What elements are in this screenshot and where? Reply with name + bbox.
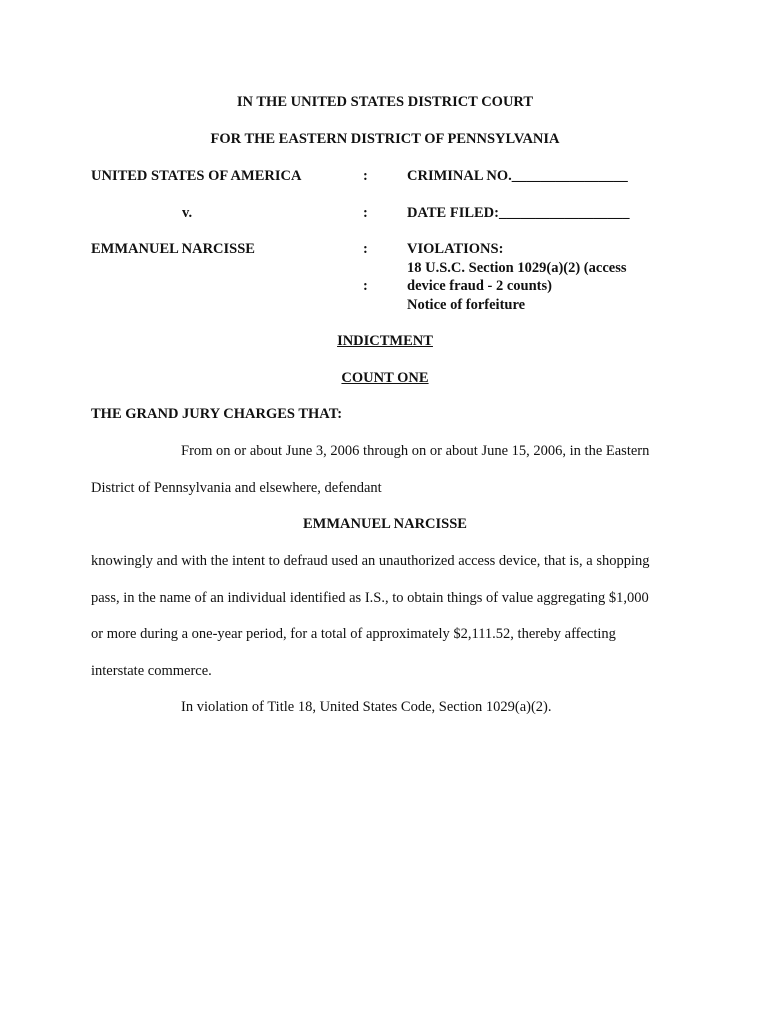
caption-colon: : bbox=[363, 205, 368, 221]
caption-colon: : bbox=[363, 278, 368, 294]
violations-label: VIOLATIONS: bbox=[407, 241, 504, 257]
violation-item: device fraud - 2 counts) bbox=[407, 278, 552, 294]
violation-statement: In violation of Title 18, United States Code, Section 1029(a)(2). bbox=[181, 699, 552, 715]
violation-item: 18 U.S.C. Section 1029(a)(2) (access bbox=[407, 260, 627, 276]
caption-party-plaintiff: UNITED STATES OF AMERICA bbox=[91, 168, 302, 184]
criminal-number-field: CRIMINAL NO.________________ bbox=[407, 168, 628, 184]
count-one-heading: COUNT ONE bbox=[341, 370, 429, 386]
paragraph-line: From on or about June 3, 2006 through on or about June 15, 2006, in the Eastern bbox=[181, 443, 650, 459]
paragraph-line: knowingly and with the intent to defraud used an unauthorized access device, that is, a shopping bbox=[91, 553, 650, 569]
caption-colon: : bbox=[363, 241, 368, 257]
violation-item: Notice of forfeiture bbox=[407, 297, 526, 313]
caption-colon: : bbox=[363, 168, 368, 184]
paragraph-line: pass, in the name of an individual identified as I.S., to obtain things of value aggregating $1,000 bbox=[91, 590, 649, 606]
caption-versus: v. bbox=[182, 205, 193, 221]
indictment-heading: INDICTMENT bbox=[337, 333, 433, 349]
court-title: IN THE UNITED STATES DISTRICT COURT bbox=[236, 94, 534, 110]
caption-party-defendant: EMMANUEL NARCISSE bbox=[91, 241, 255, 257]
date-filed-field: DATE FILED:__________________ bbox=[407, 205, 630, 221]
paragraph-line: interstate commerce. bbox=[91, 663, 212, 679]
paragraph-line: District of Pennsylvania and elsewhere, defendant bbox=[91, 480, 382, 496]
court-district: FOR THE EASTERN DISTRICT OF PENNSYLVANIA bbox=[210, 131, 560, 147]
paragraph-line: or more during a one-year period, for a total of approximately $2,111.52, thereby affecting bbox=[91, 626, 616, 642]
grand-jury-heading: THE GRAND JURY CHARGES THAT: bbox=[91, 406, 343, 422]
defendant-name: EMMANUEL NARCISSE bbox=[303, 516, 467, 532]
